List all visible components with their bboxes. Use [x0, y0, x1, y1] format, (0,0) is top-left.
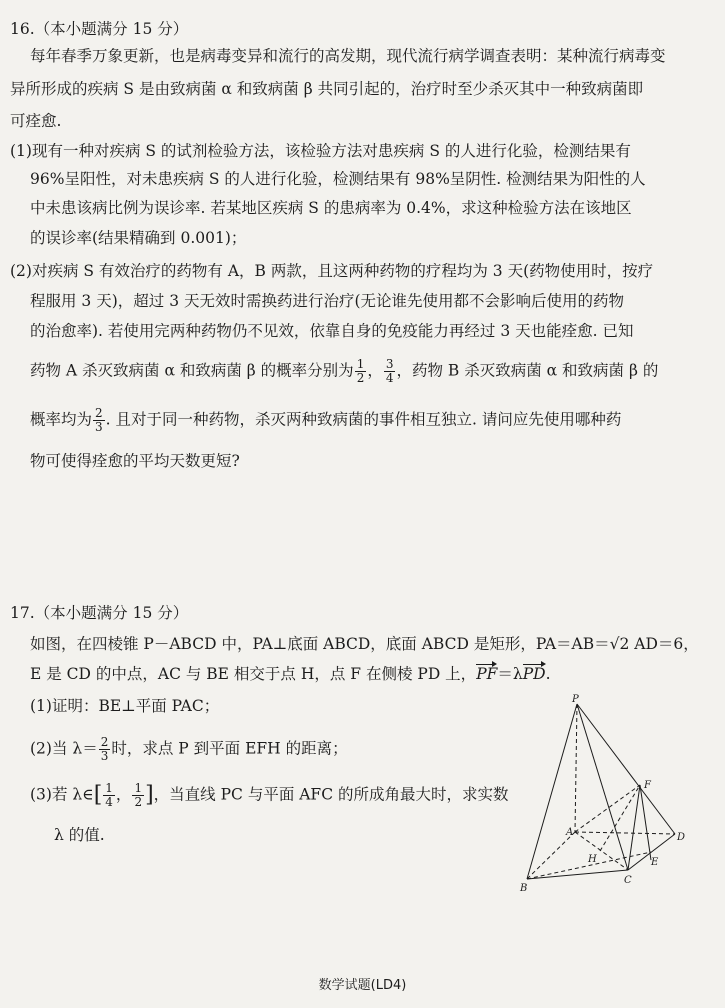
q17-part3: (3)若 λ∈[ $\frac{1}{4}$ ， $\frac{1}{2}$ ]，当直线 PC 与平面 AFC 的所成角最大时，求实数	[30, 781, 509, 809]
q16-part1-line-4: 的误诊率(结果精确到 0.001)；	[30, 229, 247, 247]
fraction-two-thirds: $\frac{2}{3}$	[95, 406, 103, 434]
label-e: E	[651, 857, 659, 868]
edge-fc	[628, 785, 640, 870]
q16-part1-line-1: (1)现有一种对疾病 S 的试剂检验方法，该检验方法对患疾病 S 的人进行化验，检测结果有	[10, 142, 631, 160]
pyramid-figure	[515, 692, 690, 907]
label-f: F	[644, 780, 651, 791]
q16-part2-line-4: 药物 A 杀灭致病菌 α 和致病菌 β 的概率分别为 $\frac{1}{2}$ ， $\frac{3}{4}$ ，药物 B 杀灭致病菌 α 和致病菌 β 的	[30, 357, 659, 385]
label-p: P	[572, 694, 579, 705]
page-footer: 数学试题(LD4)	[318, 978, 407, 993]
label-d: D	[677, 832, 686, 843]
label-b: B	[520, 883, 528, 894]
fraction-one-quarter: $\frac{1}{4}$	[105, 781, 113, 809]
label-c: C	[624, 875, 632, 886]
vector-pf: PF	[476, 665, 498, 683]
q16-part2-line-1: (2)对疾病 S 有效治疗的药物有 A，B 两款，且这两种药物的疗程均为 3 天(药物使用时，按疗	[10, 262, 654, 280]
vector-pd: PD	[522, 665, 546, 683]
fraction-two-thirds-lambda: $\frac{2}{3}$	[100, 735, 109, 763]
q16-intro-line-2: 异所形成的疾病 S 是由致病菌 α 和致病菌 β 共同引起的，治疗时至少杀灭其中一种致病菌即	[10, 80, 644, 98]
q17-line-1: 如图，在四棱锥 P－ABCD 中，PA⊥底面 ABCD，底面 ABCD 是矩形，PA＝AB＝√2 AD＝6，	[30, 635, 699, 653]
edge-hf	[600, 785, 640, 851]
q16-part2-line-4-text-b: ，药物 B 杀灭致病菌 α 和致病菌 β 的	[396, 361, 659, 380]
q17-line-2-text: E 是 CD 的中点，AC 与 BE 相交于点 H，点 F 在侧棱 PD 上，	[30, 665, 477, 683]
edge-ac	[575, 832, 628, 870]
q16-part1-line-3: 中未患该病比例为误诊率. 若某地区疾病 S 的患病率为 0.4%，求这种检验方法在该地区	[30, 199, 632, 217]
q16-part2-line-3: 的治愈率). 若使用完两种药物仍不见效，依靠自身的免疫能力再经过 3 天也能痊愈. 已知	[30, 322, 634, 340]
q17-part2: (2)当 λ＝ $\frac{2}{3}$ 时，求点 P 到平面 EFH 的距离；	[30, 735, 348, 763]
edge-pd	[577, 704, 675, 834]
q17-part1: (1)证明：BE⊥平面 PAC；	[30, 697, 220, 715]
edge-pc	[577, 704, 628, 870]
fraction-one-half: $\frac{1}{2}$	[356, 357, 365, 385]
edge-af	[575, 785, 640, 832]
fraction-one-half-interval: $\frac{1}{2}$	[134, 781, 143, 809]
q16-part2-line-6: 物可使得痊愈的平均天数更短?	[30, 452, 240, 470]
q16-intro-line-1: 每年春季万象更新，也是病毒变异和流行的高发期，现代流行病学调查表明：某种流行病毒变	[30, 47, 666, 65]
label-a: A	[566, 827, 574, 838]
edge-fe	[640, 785, 651, 860]
q16-part1-line-2: 96%呈阳性，对未患疾病 S 的人进行化验，检测结果有 98%呈阴性. 检测结果为阳性的人	[30, 170, 646, 188]
q16-part2-line-5	[30, 407, 621, 434]
q16-part2-line-5-text-a: 概率均为	[30, 410, 93, 429]
q16-part2-line-2: 程服用 3 天)，超过 3 天无效时需换药进行治疗(无论谁先使用都不会影响后使用的药物	[30, 292, 625, 310]
q16-part2-line-4-text-a: 药物 A 杀灭致病菌 α 和致病菌 β 的概率分别为	[30, 361, 354, 380]
edge-pb	[527, 704, 577, 879]
fraction-three-quarters: $\frac{3}{4}$	[385, 357, 394, 385]
q17-line-2: E 是 CD 的中点，AC 与 BE 相交于点 H，点 F 在侧棱 PD 上，PF＝λPD.	[30, 665, 551, 683]
q16-header: 16.（本小题满分 15 分）	[10, 20, 189, 38]
edge-pa	[575, 704, 577, 832]
edge-bc	[527, 870, 628, 879]
q17-part3-end: λ 的值.	[54, 826, 105, 844]
label-h: H	[588, 854, 597, 865]
q16-part2-line-5-text-b: . 且对于同一种药物，杀灭两种致病菌的事件相互独立. 请问应先使用哪种药	[105, 410, 622, 429]
q17-header: 17.（本小题满分 15 分）	[10, 604, 189, 622]
edge-ad	[575, 832, 675, 834]
q16-intro-line-3: 可痊愈.	[10, 112, 62, 130]
